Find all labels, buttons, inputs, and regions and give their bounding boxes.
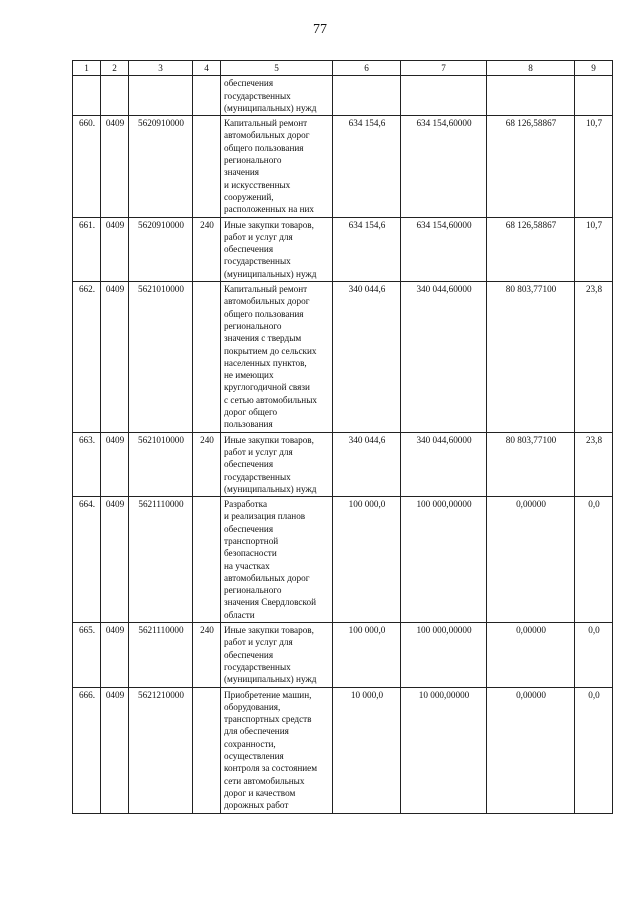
section-code: 0409 — [101, 623, 129, 687]
amount-col8: 80 803,77100 — [487, 432, 575, 496]
amount-col8: 0,00000 — [487, 623, 575, 687]
expense-type-code — [193, 116, 221, 217]
percent-col9: 23,8 — [575, 282, 613, 433]
target-article-code: 5620910000 — [129, 217, 193, 281]
target-article-code: 5621010000 — [129, 432, 193, 496]
column-header: 3 — [129, 61, 193, 76]
percent-col9: 10,7 — [575, 116, 613, 217]
expense-type-code: 240 — [193, 623, 221, 687]
row-name: обеспечения государственных (муниципальных) нужд — [221, 76, 333, 116]
amount-col7 — [401, 76, 487, 116]
section-code — [101, 76, 129, 116]
budget-table — [72, 60, 613, 814]
table-row — [73, 432, 613, 496]
column-header: 9 — [575, 61, 613, 76]
column-header: 7 — [401, 61, 487, 76]
row-name: Капитальный ремонт автомобильных дорог общего пользования регионального значения с твердым покрытием до сельских населенных пунктов, не имеющих круглогодичной связи с сетью автомобильных дорог общего пользования — [221, 282, 333, 433]
column-header: 8 — [487, 61, 575, 76]
row-name: Разработка и реализация планов обеспечения транспортной безопасности на участках автомобильных дорог регионального значения Свердловской области — [221, 497, 333, 623]
amount-col7: 634 154,60000 — [401, 217, 487, 281]
section-code: 0409 — [101, 282, 129, 433]
row-number: 660. — [73, 116, 101, 217]
section-code: 0409 — [101, 116, 129, 217]
section-code: 0409 — [101, 497, 129, 623]
amount-col8: 0,00000 — [487, 687, 575, 813]
row-name: Иные закупки товаров, работ и услуг для обеспечения государственных (муниципальных) нужд — [221, 623, 333, 687]
target-article-code: 5620910000 — [129, 116, 193, 217]
amount-col6: 634 154,6 — [333, 116, 401, 217]
expense-type-code — [193, 282, 221, 433]
table-row — [73, 282, 613, 433]
percent-col9: 0,0 — [575, 687, 613, 813]
row-number — [73, 76, 101, 116]
column-header: 2 — [101, 61, 129, 76]
row-number: 664. — [73, 497, 101, 623]
table-row — [73, 76, 613, 116]
amount-col8: 80 803,77100 — [487, 282, 575, 433]
amount-col6 — [333, 76, 401, 116]
table-row — [73, 687, 613, 813]
table-row — [73, 217, 613, 281]
table-row — [73, 116, 613, 217]
row-name: Капитальный ремонт автомобильных дорог общего пользования регионального значения и искусственных сооружений, расположенных на них — [221, 116, 333, 217]
page-number: 77 — [313, 22, 327, 37]
row-name: Иные закупки товаров, работ и услуг для обеспечения государственных (муниципальных) нужд — [221, 432, 333, 496]
target-article-code: 5621110000 — [129, 623, 193, 687]
percent-col9: 10,7 — [575, 217, 613, 281]
percent-col9 — [575, 76, 613, 116]
amount-col6: 340 044,6 — [333, 282, 401, 433]
percent-col9: 0,0 — [575, 623, 613, 687]
amount-col8: 68 126,58867 — [487, 116, 575, 217]
target-article-code: 5621110000 — [129, 497, 193, 623]
section-code: 0409 — [101, 217, 129, 281]
column-header: 4 — [193, 61, 221, 76]
row-number: 666. — [73, 687, 101, 813]
expense-type-code — [193, 76, 221, 116]
table-row — [73, 623, 613, 687]
expense-type-code — [193, 687, 221, 813]
amount-col7: 10 000,00000 — [401, 687, 487, 813]
column-header: 1 — [73, 61, 101, 76]
amount-col8 — [487, 76, 575, 116]
amount-col7: 340 044,60000 — [401, 282, 487, 433]
amount-col7: 100 000,00000 — [401, 497, 487, 623]
expense-type-code: 240 — [193, 217, 221, 281]
expense-type-code: 240 — [193, 432, 221, 496]
target-article-code: 5621010000 — [129, 282, 193, 433]
amount-col6: 10 000,0 — [333, 687, 401, 813]
column-header: 5 — [221, 61, 333, 76]
amount-col8: 0,00000 — [487, 497, 575, 623]
row-number: 661. — [73, 217, 101, 281]
row-number: 662. — [73, 282, 101, 433]
amount-col8: 68 126,58867 — [487, 217, 575, 281]
row-name: Приобретение машин, оборудования, транспортных средств для обеспечения сохранности, осуществления контроля за состоянием сети автомобильных дорог и качеством дорожных работ — [221, 687, 333, 813]
percent-col9: 0,0 — [575, 497, 613, 623]
section-code: 0409 — [101, 687, 129, 813]
amount-col7: 340 044,60000 — [401, 432, 487, 496]
amount-col6: 100 000,0 — [333, 623, 401, 687]
amount-col6: 340 044,6 — [333, 432, 401, 496]
target-article-code: 5621210000 — [129, 687, 193, 813]
table-row — [73, 497, 613, 623]
amount-col7: 634 154,60000 — [401, 116, 487, 217]
percent-col9: 23,8 — [575, 432, 613, 496]
expense-type-code — [193, 497, 221, 623]
row-number: 665. — [73, 623, 101, 687]
row-number: 663. — [73, 432, 101, 496]
section-code: 0409 — [101, 432, 129, 496]
amount-col6: 634 154,6 — [333, 217, 401, 281]
column-header: 6 — [333, 61, 401, 76]
table-header-row — [73, 61, 613, 76]
amount-col7: 100 000,00000 — [401, 623, 487, 687]
target-article-code — [129, 76, 193, 116]
row-name: Иные закупки товаров, работ и услуг для обеспечения государственных (муниципальных) нужд — [221, 217, 333, 281]
amount-col6: 100 000,0 — [333, 497, 401, 623]
